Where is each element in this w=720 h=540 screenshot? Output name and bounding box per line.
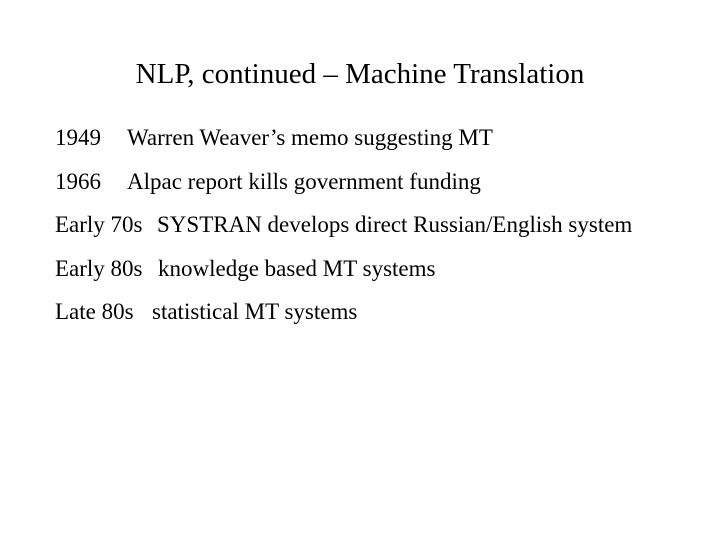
entry-text: SYSTRAN develops direct Russian/English system (157, 212, 633, 237)
entry-date: Early 80s (55, 256, 143, 281)
timeline-entry (55, 124, 493, 152)
timeline-entry (55, 168, 481, 196)
timeline-entry (55, 211, 632, 239)
timeline-entry (55, 255, 435, 283)
entry-date: 1949 (55, 125, 101, 150)
entry-text: knowledge based MT systems (158, 256, 436, 281)
entry-text: statistical MT systems (152, 299, 358, 324)
entry-date: Late 80s (55, 299, 134, 324)
entry-text: Warren Weaver’s memo suggesting MT (127, 125, 493, 150)
slide-title: NLP, continued – Machine Translation (135, 58, 585, 90)
entry-date: Early 70s (55, 212, 143, 237)
entry-date: 1966 (55, 169, 101, 194)
timeline-entry (55, 298, 357, 326)
entry-text: Alpac report kills government funding (127, 169, 481, 194)
